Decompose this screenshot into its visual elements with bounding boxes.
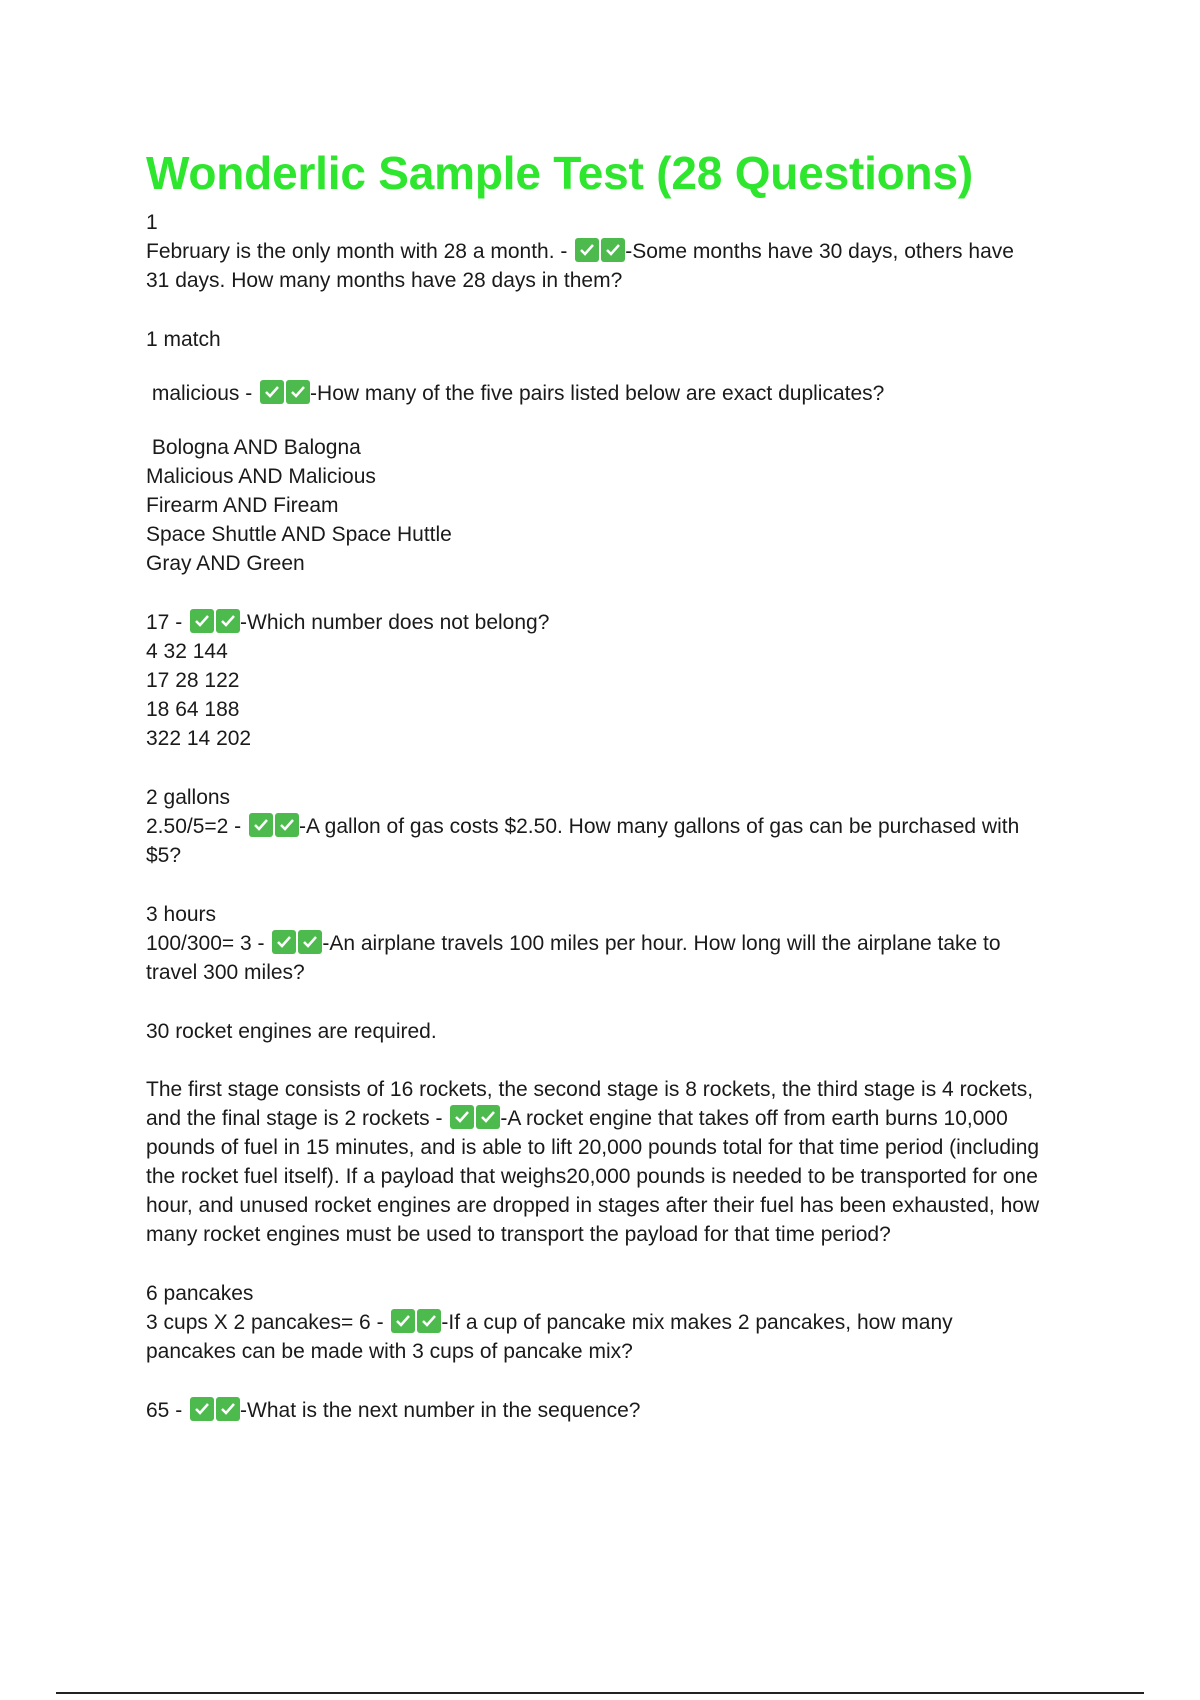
check-mark-icon bbox=[286, 380, 310, 404]
paragraph-line: hour, and unused rocket engines are dropped in stages after their fuel has been exhausted, how bbox=[146, 1194, 1040, 1217]
list-item: 4 32 144 bbox=[146, 640, 228, 663]
check-mark-icon bbox=[260, 380, 284, 404]
question-text: -If a cup of pancake mix makes 2 pancakes, how many bbox=[441, 1311, 953, 1334]
question-block-2 bbox=[146, 325, 1096, 578]
answer-line bbox=[146, 929, 1096, 958]
answer-text: 3 cups X 2 pancakes= 6 - bbox=[146, 1311, 384, 1334]
list-item: Firearm AND Fiream bbox=[146, 494, 339, 517]
answer-text: and the final stage is 2 rockets - bbox=[146, 1107, 443, 1130]
question-block-6 bbox=[146, 1017, 1096, 1249]
question-text: -Some months have 30 days, others have bbox=[625, 240, 1014, 263]
answer-line bbox=[146, 379, 1096, 408]
question-text: -A gallon of gas costs $2.50. How many gallons of gas can be purchased with bbox=[299, 815, 1020, 838]
check-mark-icon bbox=[417, 1309, 441, 1333]
document-page bbox=[146, 138, 1096, 1455]
question-block-1 bbox=[146, 208, 1096, 295]
paragraph-line: many rocket engines must be used to transport the payload for that time period? bbox=[146, 1223, 891, 1246]
list-item: 322 14 202 bbox=[146, 727, 252, 750]
question-text: -A rocket engine that takes off from earth burns 10,000 bbox=[500, 1107, 1008, 1130]
check-mark-icon bbox=[190, 1397, 214, 1421]
list-item: Space Shuttle AND Space Huttle bbox=[146, 523, 452, 546]
question-text-cont: pancakes can be made with 3 cups of pancake mix? bbox=[146, 1340, 633, 1363]
paragraph-line: The first stage consists of 16 rockets, the second stage is 8 rockets, the third stage is 4 rockets, bbox=[146, 1078, 1034, 1101]
question-text-cont: 31 days. How many months have 28 days in them? bbox=[146, 269, 623, 292]
check-mark-icon bbox=[216, 1397, 240, 1421]
answer-line bbox=[146, 1104, 1096, 1133]
question-text: -What is the next number in the sequence? bbox=[240, 1399, 641, 1422]
answer-line bbox=[146, 812, 1096, 841]
answer-text: 2.50/5=2 - bbox=[146, 815, 242, 838]
list-item: 18 64 188 bbox=[146, 698, 240, 721]
check-mark-icon bbox=[298, 930, 322, 954]
answer-text: 17 - bbox=[146, 611, 183, 634]
pair-list bbox=[146, 433, 1096, 578]
answer-label: 3 hours bbox=[146, 903, 217, 926]
question-block-8 bbox=[146, 1396, 1096, 1425]
answer-line bbox=[146, 237, 1096, 266]
list-item: Malicious AND Malicious bbox=[146, 465, 376, 488]
check-mark-icon bbox=[249, 813, 273, 837]
check-mark-icon bbox=[575, 238, 599, 262]
check-mark-icon bbox=[391, 1309, 415, 1333]
question-text: -An airplane travels 100 miles per hour. How long will the airplane take to bbox=[322, 932, 1001, 955]
paragraph-line: the rocket fuel itself). If a payload that weighs20,000 pounds is needed to be transported for one bbox=[146, 1165, 1038, 1188]
page-title: Wonderlic Sample Test (28 Questions) bbox=[146, 147, 973, 199]
question-block-5 bbox=[146, 900, 1096, 987]
answer-line bbox=[146, 608, 1096, 637]
question-block-3 bbox=[146, 608, 1096, 753]
check-mark-icon bbox=[190, 609, 214, 633]
answer-label: 30 rocket engines are required. bbox=[146, 1020, 437, 1043]
answer-label: 6 pancakes bbox=[146, 1282, 254, 1305]
check-mark-icon bbox=[275, 813, 299, 837]
question-block-7 bbox=[146, 1279, 1096, 1366]
question-number: 1 bbox=[146, 211, 158, 234]
answer-text: malicious - bbox=[146, 382, 253, 405]
question-text-cont: travel 300 miles? bbox=[146, 961, 305, 984]
answer-label: 1 match bbox=[146, 328, 221, 351]
answer-text: February is the only month with 28 a month. - bbox=[146, 240, 568, 263]
answer-label: 2 gallons bbox=[146, 786, 231, 809]
list-item: 17 28 122 bbox=[146, 669, 240, 692]
list-item: Bologna AND Balogna bbox=[146, 436, 361, 459]
question-text-cont: $5? bbox=[146, 844, 182, 867]
paragraph-line: pounds of fuel in 15 minutes, and is able to lift 20,000 pounds total for that time period (including bbox=[146, 1136, 1040, 1159]
page-divider bbox=[56, 1692, 1144, 1694]
question-text: -How many of the five pairs listed below are exact duplicates? bbox=[310, 382, 885, 405]
check-mark-icon bbox=[450, 1105, 474, 1129]
list-item: Gray AND Green bbox=[146, 552, 305, 575]
answer-text: 65 - bbox=[146, 1399, 183, 1422]
check-mark-icon bbox=[601, 238, 625, 262]
check-mark-icon bbox=[216, 609, 240, 633]
answer-line bbox=[146, 1396, 1096, 1425]
answer-text: 100/300= 3 - bbox=[146, 932, 265, 955]
question-text: -Which number does not belong? bbox=[240, 611, 550, 634]
question-block-4 bbox=[146, 783, 1096, 870]
answer-line bbox=[146, 1308, 1096, 1337]
check-mark-icon bbox=[272, 930, 296, 954]
check-mark-icon bbox=[476, 1105, 500, 1129]
